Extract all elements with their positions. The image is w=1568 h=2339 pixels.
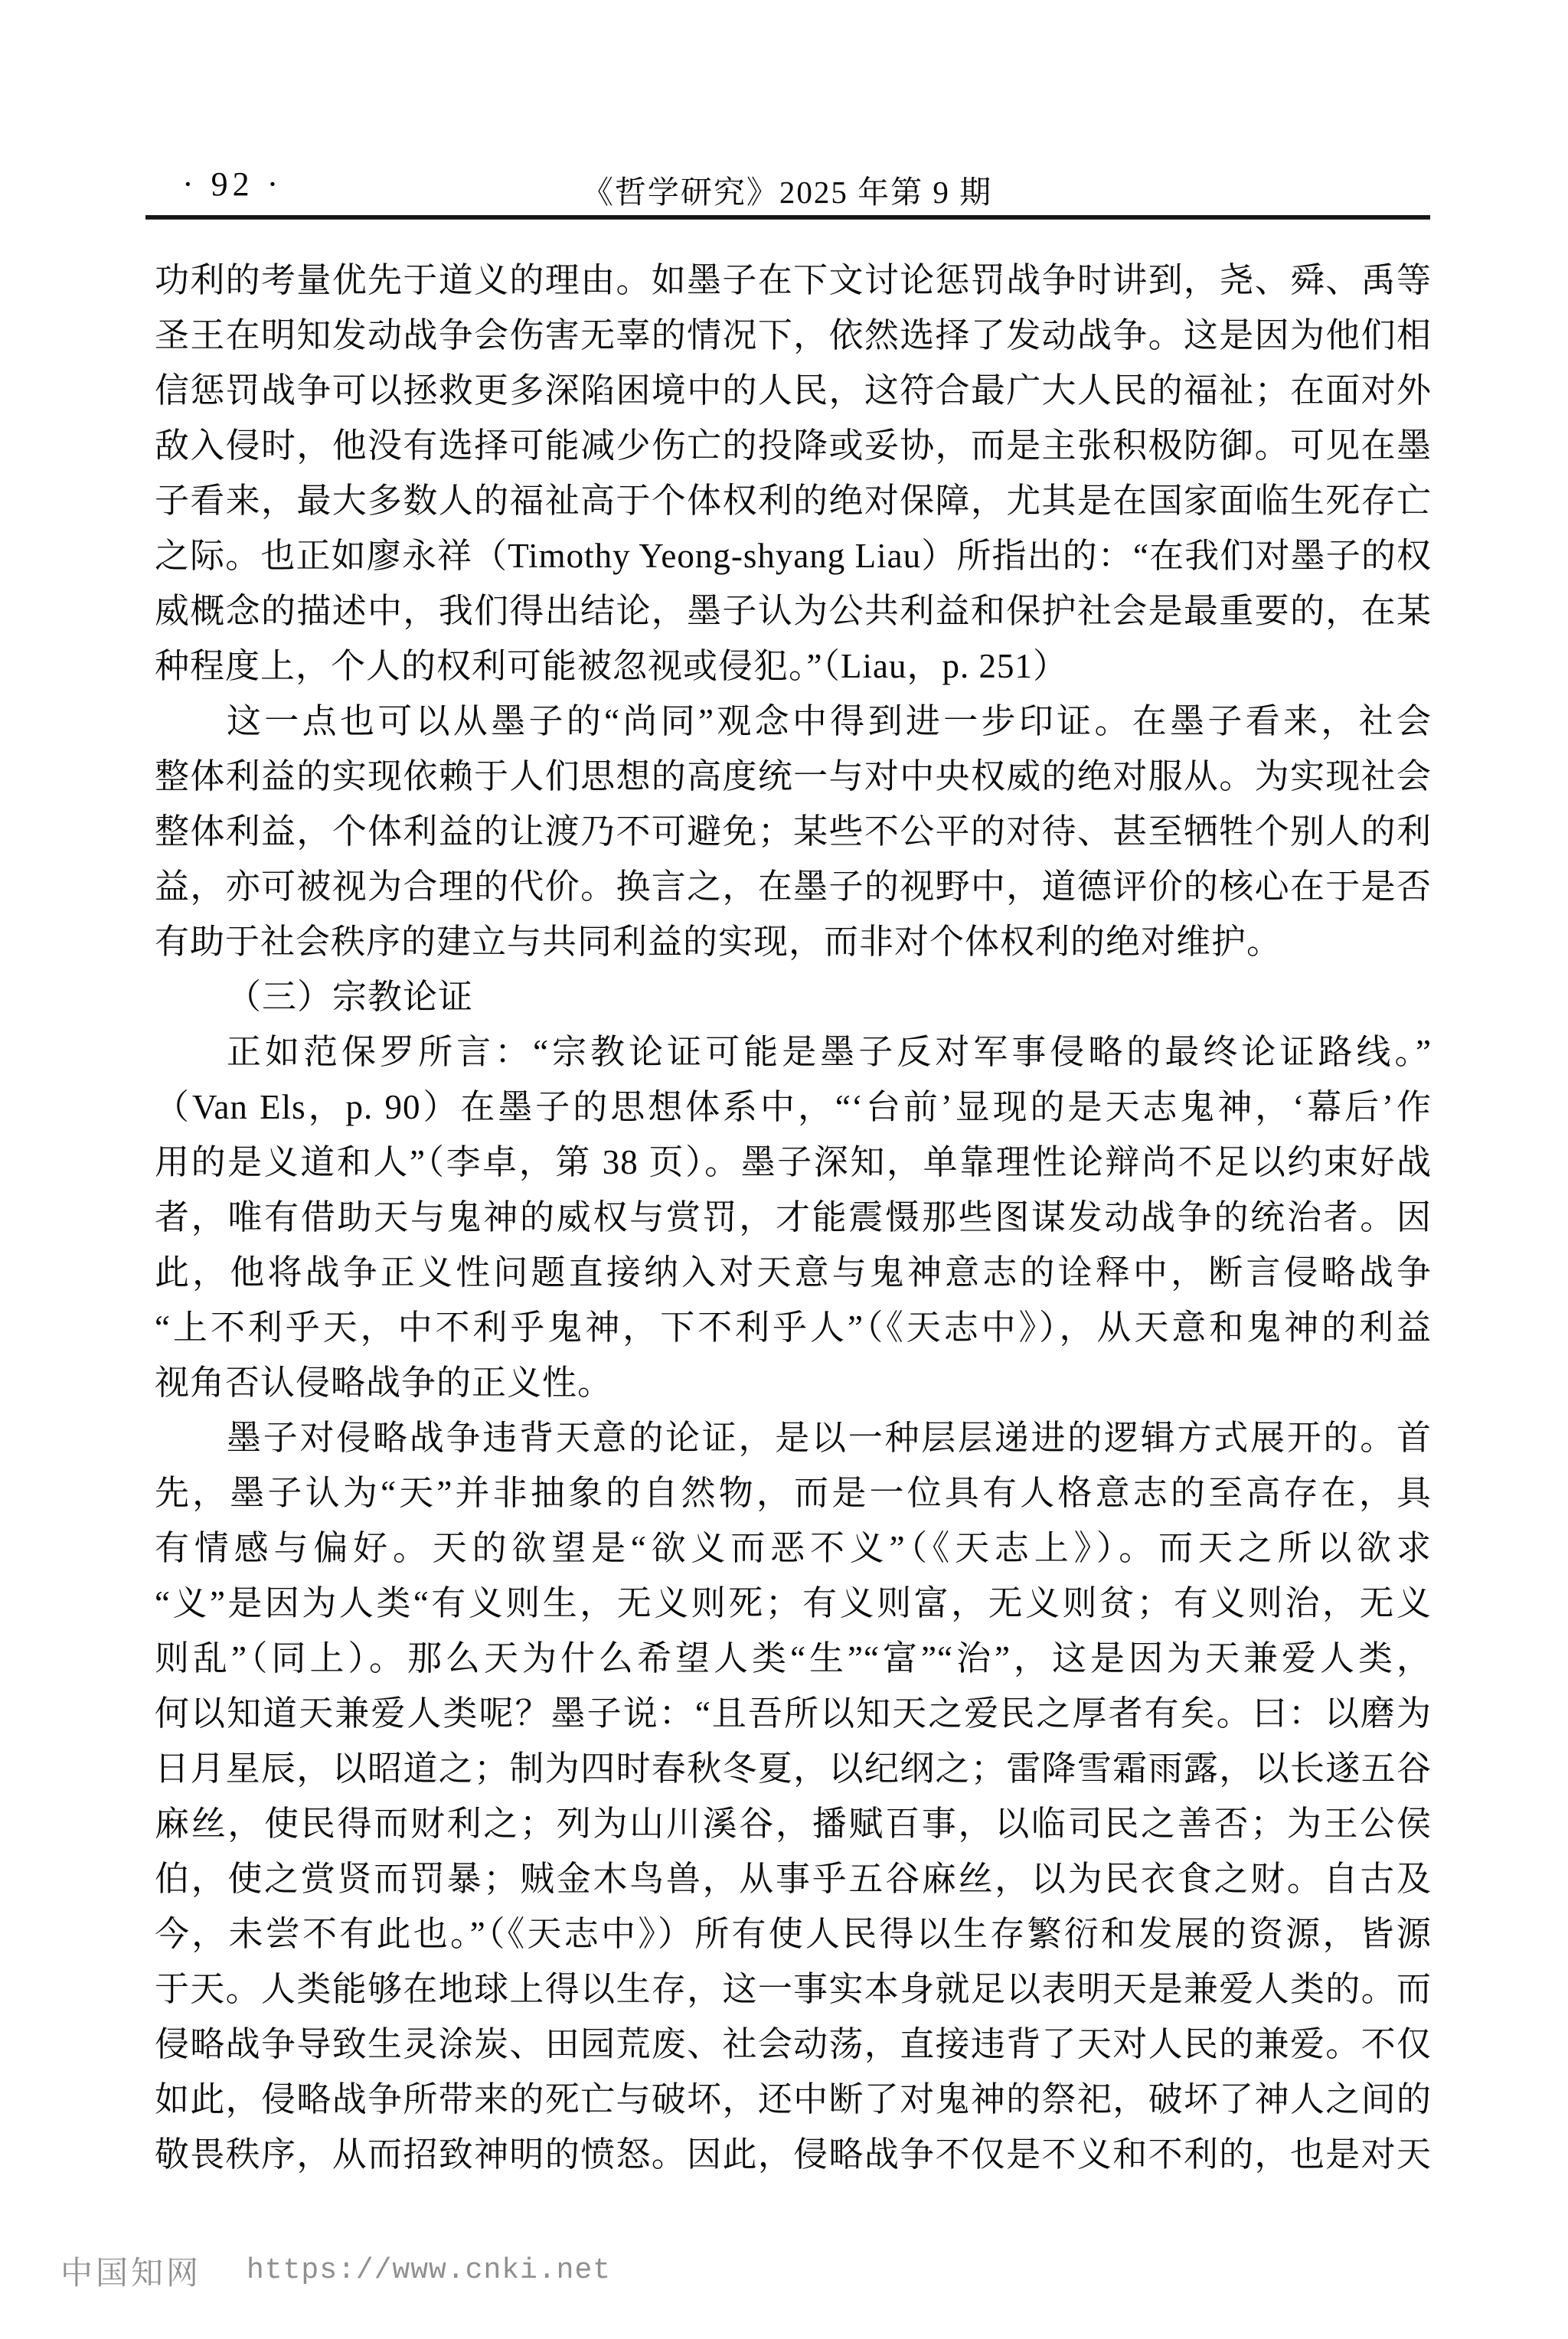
text-line: 伯，使之赏贤而罚暴；贼金木鸟兽，从事乎五谷麻丝，以为民衣食之财。自古及 bbox=[155, 1860, 1432, 1898]
section-heading: （三）宗教论证 bbox=[227, 978, 474, 1016]
text-line: 如此，侵略战争所带来的死亡与破坏，还中断了对鬼神的祭祀，破坏了神人之间的 bbox=[155, 2080, 1432, 2118]
text-line: 益，亦可被视为合理的代价。换言之，在墨子的视野中，道德评价的核心在于是否 bbox=[155, 867, 1432, 906]
text-line: 则乱”（同上）。那么天为什么希望人类“生”“富”“治”，这是因为天兼爱人类， bbox=[155, 1639, 1432, 1677]
text-line: 视角否认侵略战争的正义性。 bbox=[155, 1364, 613, 1402]
text-line: 有情感与偏好。天的欲望是“欲义而恶不义”（《天志上》）。而天之所以欲求 bbox=[155, 1529, 1432, 1567]
journal-issue-title: 《哲学研究》2025 年第 9 期 bbox=[581, 175, 993, 210]
header-rule bbox=[145, 215, 1430, 220]
cnki-watermark-url: https://www.cnki.net bbox=[247, 2254, 612, 2287]
text-line: （Van Els，p. 90）在墨子的思想体系中，“‘台前’显现的是天志鬼神，‘幕后’作 bbox=[155, 1088, 1432, 1126]
text-line: 敌入侵时，他没有选择可能减少伤亡的投降或妥协，而是主张积极防御。可见在墨 bbox=[155, 426, 1432, 465]
text-line: 墨子对侵略战争违背天意的论证，是以一种层层递进的逻辑方式展开的。首 bbox=[227, 1419, 1432, 1457]
body-text bbox=[155, 253, 1432, 2182]
watermark-footer bbox=[0, 2248, 1568, 2294]
text-line: 麻丝，使民得而财利之；列为山川溪谷，播赋百事，以临司民之善否；为王公侯 bbox=[155, 1805, 1432, 1843]
text-line: 正如范保罗所言：“宗教论证可能是墨子反对军事侵略的最终论证路线。” bbox=[227, 1033, 1432, 1071]
text-line: “义”是因为人类“有义则生，无义则死；有义则富，无义则贫；有义则治，无义 bbox=[155, 1584, 1432, 1622]
text-line: “上不利乎天，中不利乎鬼神，下不利乎人”（《天志中》），从天意和鬼神的利益 bbox=[155, 1308, 1432, 1347]
text-line: 侵略战争导致生灵涂炭、田园荒废、社会动荡，直接违背了天对人民的兼爱。不仅 bbox=[155, 2025, 1432, 2063]
text-line: 子看来，最大多数人的福祉高于个体权利的绝对保障，尤其是在国家面临生死存亡 bbox=[155, 482, 1432, 520]
text-line: 用的是义道和人”（李卓，第 38 页）。墨子深知，单靠理性论辩尚不足以约束好战 bbox=[155, 1143, 1432, 1181]
text-line: 此，他将战争正义性问题直接纳入对天意与鬼神意志的诠释中，断言侵略战争 bbox=[155, 1253, 1432, 1292]
text-line: 整体利益，个体利益的让渡乃不可避免；某些不公平的对待、甚至牺牲个别人的利 bbox=[155, 812, 1432, 851]
cnki-watermark-label: 中国知网 bbox=[60, 2256, 202, 2292]
text-line: 于天。人类能够在地球上得以生存，这一事实本身就足以表明天是兼爱人类的。而 bbox=[155, 1970, 1432, 2008]
text-line: 整体利益的实现依赖于人们思想的高度统一与对中央权威的绝对服从。为实现社会 bbox=[155, 757, 1432, 795]
page-number: · 92 · bbox=[182, 165, 283, 203]
text-line: 日月星辰，以昭道之；制为四时春秋冬夏，以纪纲之；雷降雪霜雨露，以长遂五谷 bbox=[155, 1749, 1432, 1788]
text-line: 种程度上，个人的权利可能被忽视或侵犯。”（Liau，p. 251） bbox=[155, 647, 1068, 685]
text-line: 圣王在明知发动战争会伤害无辜的情况下，依然选择了发动战争。这是因为他们相 bbox=[155, 316, 1432, 354]
text-line: 者，唯有借助天与鬼神的威权与赏罚，才能震慑那些图谋发动战争的统治者。因 bbox=[155, 1198, 1432, 1236]
text-line: 今，未尝不有此也。”（《天志中》）所有使人民得以生存繁衍和发展的资源，皆源 bbox=[155, 1915, 1432, 1953]
text-line: 先，墨子认为“天”并非抽象的自然物，而是一位具有人格意志的至高存在，具 bbox=[155, 1474, 1432, 1512]
text-line: 敬畏秩序，从而招致神明的愤怒。因此，侵略战争不仅是不义和不利的，也是对天 bbox=[155, 2135, 1432, 2174]
text-line: 信惩罚战争可以拯救更多深陷困境中的人民，这符合最广大人民的福祉；在面对外 bbox=[155, 371, 1432, 410]
text-line: 威概念的描述中，我们得出结论，墨子认为公共利益和保护社会是最重要的，在某 bbox=[155, 592, 1432, 630]
text-line: 功利的考量优先于道义的理由。如墨子在下文讨论惩罚战争时讲到，尧、舜、禹等 bbox=[155, 261, 1432, 299]
text-line: 有助于社会秩序的建立与共同利益的实现，而非对个体权利的绝对维护。 bbox=[155, 923, 1282, 961]
text-line: 之际。也正如廖永祥（Timothy Yeong-shyang Liau）所指出的：“在我们对墨子的权 bbox=[155, 537, 1432, 575]
text-line: 何以知道天兼爱人类呢？墨子说：“且吾所以知天之爱民之厚者有矣。曰：以磨为 bbox=[155, 1694, 1432, 1733]
text-line: 这一点也可以从墨子的“尚同”观念中得到进一步印证。在墨子看来，社会 bbox=[227, 702, 1432, 740]
